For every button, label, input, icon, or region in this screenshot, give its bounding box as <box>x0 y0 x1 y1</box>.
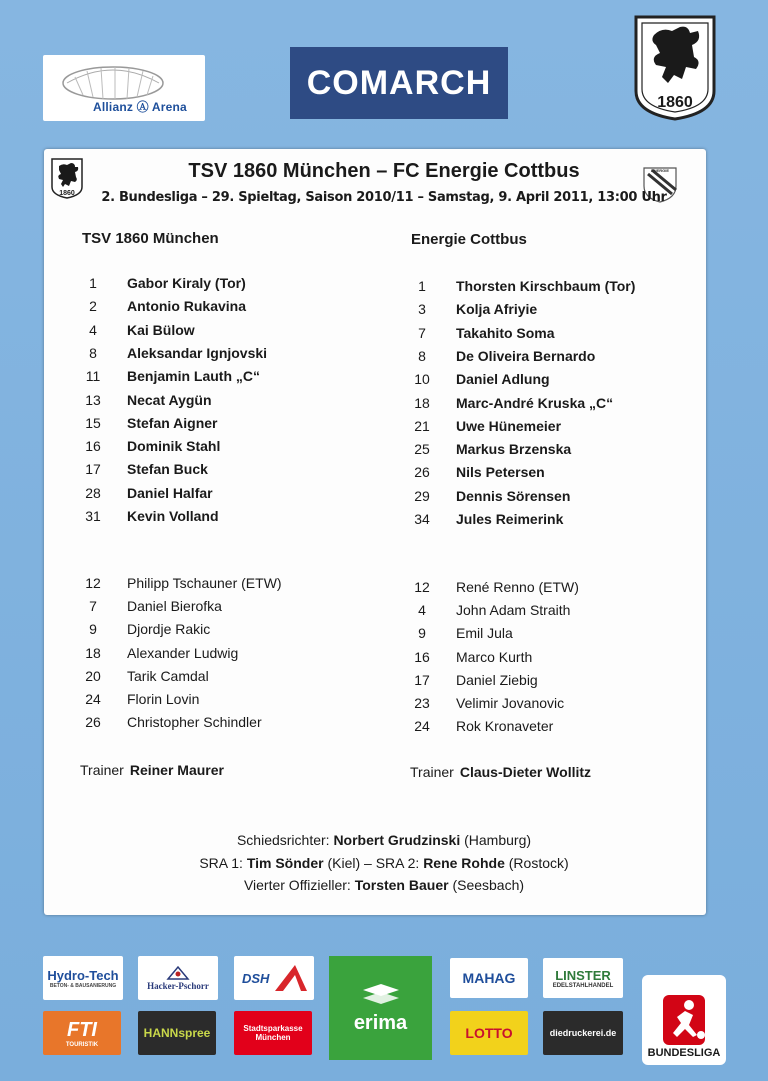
sponsor-hannspree <box>138 1011 216 1055</box>
player-name: Benjamin Lauth „C“ <box>127 368 261 385</box>
player-name: Philipp Tschauner (ETW) <box>127 575 282 591</box>
player-number: 7 <box>418 324 426 341</box>
sponsor-dsh <box>234 956 314 1000</box>
away-player-row <box>410 393 710 413</box>
player-number: 17 <box>414 671 430 688</box>
comarch-label: COMARCH <box>306 63 492 102</box>
player-number: 10 <box>414 371 430 388</box>
player-number: 11 <box>85 368 101 385</box>
sponsor-linster <box>543 958 623 998</box>
player-number: 26 <box>85 714 101 731</box>
away-player-row <box>410 276 710 296</box>
away-player-row <box>410 693 710 713</box>
player-number: 16 <box>85 438 101 455</box>
erima-label: erima <box>353 1011 408 1034</box>
home-player-row <box>81 483 381 503</box>
player-number: 28 <box>85 484 101 501</box>
allianz-arena-label: Allianz Ⓐ Arena <box>93 100 187 114</box>
hydrotech-sub: BETON- & BAUSANIERUNG <box>49 982 117 989</box>
player-number: 18 <box>414 394 430 411</box>
hacker-label: Hacker-Pschorr <box>147 981 209 991</box>
home-player-row <box>81 666 381 686</box>
player-name: Velimir Jovanovic <box>456 695 565 711</box>
mahag-label: MAHAG <box>462 970 516 986</box>
player-name: Gabor Kiraly (Tor) <box>127 275 246 291</box>
home-player-row <box>81 689 381 709</box>
player-name: Tarik Camdal <box>127 667 209 684</box>
small-crest-year: 1860 <box>59 190 75 197</box>
player-number: 25 <box>414 441 430 458</box>
away-trainer <box>410 764 591 780</box>
home-player-row <box>81 643 381 663</box>
home-trainer <box>80 762 224 778</box>
sra1-city: (Kiel) <box>327 855 361 871</box>
sra2-name: Rene Rohde <box>423 855 505 871</box>
home-team-name: TSV 1860 München <box>82 230 219 247</box>
player-name: Dominik Stahl <box>127 438 221 455</box>
home-player-row <box>81 459 381 479</box>
away-trainer-label: Trainer <box>410 764 454 780</box>
player-name: Kevin Volland <box>127 508 219 524</box>
player-name: Rok Kronaveter <box>456 718 554 735</box>
dsh-label: DSH <box>242 970 270 986</box>
lotto-label: LOTTO <box>465 1025 513 1041</box>
player-name: Christopher Schindler <box>127 714 262 731</box>
away-player-row <box>410 600 710 620</box>
hacker-pschorr-icon <box>165 965 191 981</box>
player-number: 1 <box>89 275 97 291</box>
cottbus-logo-text: ENERGIE <box>650 168 670 173</box>
player-number: 15 <box>85 414 101 431</box>
player-name: Marco Kurth <box>456 648 533 665</box>
sponsor-hydrotech <box>43 956 123 1000</box>
player-name: Markus Brzenska <box>456 441 572 458</box>
player-number: 8 <box>418 347 426 364</box>
away-player-row <box>410 623 710 643</box>
player-name: Daniel Bierofka <box>127 598 222 615</box>
sra2-label: – SRA 2: <box>364 855 420 871</box>
linster-label: LINSTER <box>555 967 611 983</box>
sra1-name: Tim Sönder <box>246 855 324 871</box>
player-number: 26 <box>414 464 430 481</box>
home-player-row <box>81 366 381 386</box>
fourth-official-city: (Seesbach) <box>452 877 525 893</box>
player-number: 12 <box>414 579 430 595</box>
erima-logo-icon <box>359 982 403 1012</box>
away-player-row <box>410 323 710 343</box>
away-player-row <box>410 346 710 366</box>
player-name: René Renno (ETW) <box>456 579 579 595</box>
player-number: 12 <box>85 575 101 591</box>
match-title: TSV 1860 München – FC Energie Cottbus <box>188 160 580 182</box>
player-number: 34 <box>414 511 430 527</box>
away-player-row <box>410 486 710 506</box>
arena-icon <box>53 61 195 101</box>
player-name: Stefan Buck <box>127 461 208 478</box>
player-number: 13 <box>85 391 101 408</box>
crest-year: 1860 <box>657 94 693 111</box>
home-player-row <box>81 296 381 316</box>
lineup-card <box>44 149 706 915</box>
player-name: De Oliveira Bernardo <box>456 347 596 364</box>
player-number: 1 <box>418 278 426 294</box>
fourth-official-label: Vierter Offizieller: <box>243 877 351 893</box>
away-player-row <box>410 577 710 597</box>
away-player-row <box>410 647 710 667</box>
sponsor-fti <box>43 1011 121 1055</box>
allianz-arena-logo <box>43 55 205 121</box>
player-name: Kolja Afriyie <box>456 301 538 318</box>
linster-sub: EDELSTAHLHANDEL <box>552 982 614 989</box>
home-player-row <box>81 436 381 456</box>
player-number: 24 <box>85 691 101 707</box>
away-player-row <box>410 439 710 459</box>
player-name: Necat Aygün <box>127 391 212 408</box>
player-name: Daniel Adlung <box>456 371 550 388</box>
player-name: Daniel Ziebig <box>456 671 538 688</box>
player-name: Uwe Hünemeier <box>456 417 562 434</box>
player-number: 2 <box>89 298 97 315</box>
tsv-1860-crest-icon <box>632 13 718 121</box>
home-player-row <box>81 320 381 340</box>
hannspree-label: HANNspree <box>143 1026 211 1040</box>
assistants-line <box>0 855 768 871</box>
player-number: 18 <box>85 644 101 661</box>
player-number: 4 <box>89 321 97 338</box>
fourth-official-name: Torsten Bauer <box>354 877 449 893</box>
player-name: Kai Bülow <box>127 321 195 338</box>
player-number: 23 <box>414 695 430 711</box>
home-trainer-label: Trainer <box>80 762 124 778</box>
away-player-row <box>410 509 710 529</box>
away-player-row <box>410 716 710 736</box>
sponsor-stadtsparkasse <box>234 1011 312 1055</box>
player-number: 17 <box>85 461 101 478</box>
match-subtitle: 2. Bundesliga – 29. Spieltag, Saison 2010/11 – Samstag, 9. April 2011, 13:00 Uhr <box>101 190 667 205</box>
away-player-row <box>410 462 710 482</box>
hydrotech-label: Hydro-Tech <box>47 967 119 983</box>
comarch-logo <box>290 47 508 119</box>
player-number: 31 <box>85 508 101 524</box>
sparkasse-label: Stadtsparkasse München <box>243 1024 303 1042</box>
fti-label: FTI <box>67 1018 97 1041</box>
player-name: Alexander Ludwig <box>127 644 239 661</box>
player-name: Djordje Rakic <box>127 621 211 638</box>
sponsor-diedruckerei <box>543 1011 623 1055</box>
player-number: 21 <box>414 417 430 434</box>
home-trainer-name: Reiner Maurer <box>129 762 224 778</box>
referee-label: Schiedsrichter: <box>236 832 330 848</box>
player-number: 24 <box>414 718 430 735</box>
referee-city: (Hamburg) <box>464 832 532 848</box>
away-player-row <box>410 416 710 436</box>
player-number: 4 <box>418 602 426 619</box>
dsh-triangle-icon <box>273 963 309 993</box>
home-player-row <box>81 343 381 363</box>
player-number: 20 <box>85 667 101 684</box>
player-number: 7 <box>89 598 97 615</box>
bundesliga-logo <box>642 975 726 1065</box>
player-name: Aleksandar Ignjovski <box>127 344 268 361</box>
home-player-row <box>81 712 381 732</box>
home-player-row <box>81 619 381 639</box>
fti-sub: TOURISTIK <box>65 1041 99 1048</box>
druckerei-label: diedruckerei.de <box>549 1028 617 1038</box>
player-number: 16 <box>414 648 430 665</box>
bundesliga-player-icon <box>659 991 709 1047</box>
player-name: Takahito Soma <box>456 324 555 341</box>
bundesliga-label: BUNDESLIGA <box>647 1047 721 1059</box>
home-player-row <box>81 596 381 616</box>
home-player-row <box>81 273 381 293</box>
sra2-city: (Rostock) <box>508 855 569 871</box>
away-team-name: Energie Cottbus <box>411 231 527 248</box>
away-player-row <box>410 299 710 319</box>
player-name: Marc-André Kruska „C“ <box>456 394 614 411</box>
home-player-row <box>81 506 381 526</box>
home-player-row <box>81 413 381 433</box>
player-name: Emil Jula <box>456 625 513 642</box>
player-name: Dennis Sörensen <box>456 487 571 504</box>
player-number: 29 <box>414 487 430 504</box>
home-player-row <box>81 573 381 593</box>
player-name: Daniel Halfar <box>127 484 213 501</box>
sponsor-erima <box>329 956 432 1060</box>
player-number: 8 <box>89 344 97 361</box>
sra1-label: SRA 1: <box>199 855 243 871</box>
player-number: 3 <box>418 301 426 318</box>
referee-name: Norbert Grudzinski <box>333 832 461 848</box>
player-name: Stefan Aigner <box>127 414 218 431</box>
player-name: Jules Reimerink <box>456 511 564 527</box>
away-trainer-name: Claus-Dieter Wollitz <box>459 764 592 780</box>
away-player-row <box>410 670 710 690</box>
player-name: Thorsten Kirschbaum (Tor) <box>456 278 636 294</box>
away-player-row <box>410 369 710 389</box>
player-name: Nils Petersen <box>456 464 545 481</box>
player-number: 9 <box>418 625 426 642</box>
sponsor-lotto <box>450 1011 528 1055</box>
player-number: 9 <box>89 621 97 638</box>
player-name: Florin Lovin <box>127 691 200 707</box>
referee-line <box>0 832 768 848</box>
player-name: John Adam Straith <box>456 602 571 619</box>
sponsor-hacker-pschorr <box>138 956 218 1000</box>
sponsor-mahag <box>450 958 528 998</box>
home-player-row <box>81 390 381 410</box>
fourth-official-line <box>0 877 768 893</box>
player-name: Antonio Rukavina <box>127 298 247 315</box>
